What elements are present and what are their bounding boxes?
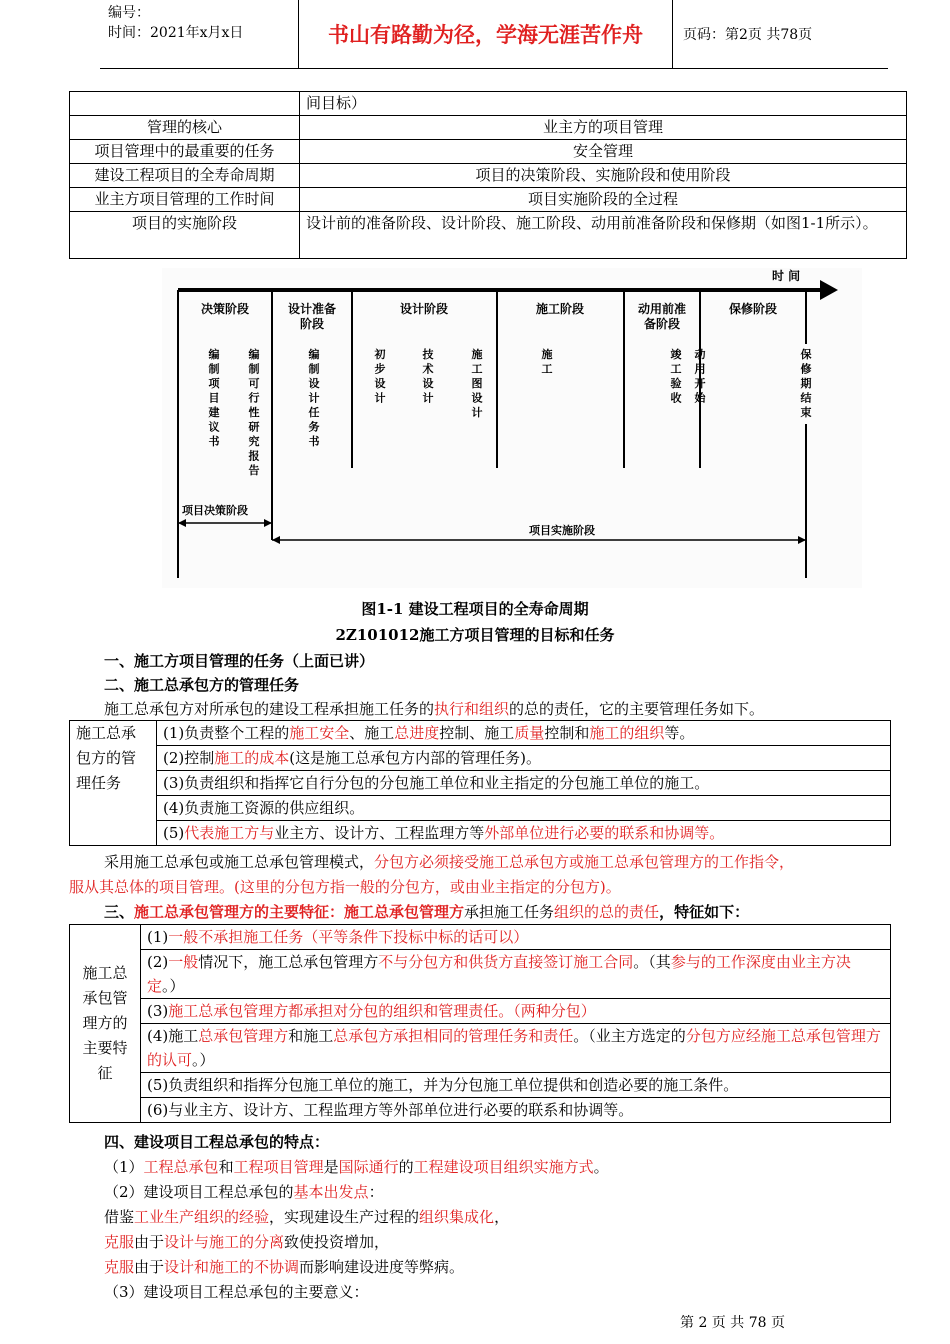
point-1: （1）工程总承包和工程项目管理是国际通行的工程建设项目组织实施方式。 <box>104 1158 609 1176</box>
motto: 书山有路勤为径，学海无涯苦作舟 <box>299 0 673 68</box>
contractor-tasks-table <box>69 720 891 846</box>
figure-item-7: 竣工验收 <box>670 348 682 405</box>
feature-1: (1)一般不承担施工任务（平等条件下投标中标的话可以） <box>141 925 891 950</box>
stage-construction: 施工阶段 <box>535 302 585 316</box>
figure-item-1: 编制可行性研究报告 <box>248 348 260 477</box>
figure-item-0: 编制项目建议书 <box>208 348 220 448</box>
feature-5: (5)负责组织和指挥分包施工单位的施工，并为分包施工单位提供和创造必要的施工条件。 <box>141 1073 891 1098</box>
point-2-line-c: 克服由于设计和施工的不协调而影响建设进度等弊病。 <box>104 1258 465 1276</box>
figure-item-8: 动用开始 <box>694 348 706 405</box>
cell-cont: 间目标） <box>300 92 907 116</box>
row-key: 管理的核心 <box>70 116 300 140</box>
figure-item-2: 编制设计任务书 <box>308 348 320 448</box>
task-4: (4)负责施工资源的供应组织。 <box>157 796 891 821</box>
row-key: 项目的实施阶段 <box>70 212 300 259</box>
feature-2: (2)一般情况下，施工总承包管理方不与分包方和供货方直接签订施工合同。（其参与的工作深度由业主方决定。） <box>141 950 891 999</box>
implementation-span-label: 项目实施阶段 <box>529 524 595 537</box>
row-value: 项目实施阶段的全过程 <box>300 188 907 212</box>
figure-item-3: 初步设计 <box>374 348 386 405</box>
figure-item-4: 技术设计 <box>422 348 434 405</box>
row-key: 项目管理中的最重要的任务 <box>70 140 300 164</box>
stage-decision: 决策阶段 <box>200 302 250 316</box>
stage-design: 设计阶段 <box>399 302 449 316</box>
summary-table <box>69 91 907 259</box>
table-key: 施工总承包管理方的主要特征 <box>70 925 141 1123</box>
row-value: 安全管理 <box>300 140 907 164</box>
point-2-line-b: 克服由于设计与施工的分离致使投资增加， <box>104 1233 390 1251</box>
management-features-table <box>69 924 891 1123</box>
time-label: 时 间 <box>772 269 801 283</box>
task-3: (3)负责组织和指挥它自行分包的分包施工单位和业主指定的分包施工单位的施工。 <box>157 771 891 796</box>
row-value: 项目的决策阶段、实施阶段和使用阶段 <box>300 164 907 188</box>
page-info: 页码：第2页 共78页 <box>683 27 813 43</box>
row-value: 设计前的准备阶段、设计阶段、施工阶段、动用前准备阶段和保修期（如图1-1所示）。 <box>300 212 907 259</box>
table-key: 施工总承包方的管理任务 <box>70 721 157 846</box>
page-footer: 第 2 页 共 78 页 <box>680 1315 785 1331</box>
lifecycle-diagram <box>162 268 862 588</box>
paragraph-1: 施工总承包方对所承包的建设工程承担施工任务的执行和组织的总的责任，它的主要管理任务如下。 <box>104 700 765 718</box>
stage-warranty: 保修阶段 <box>728 302 778 316</box>
heading-2: 二、施工总承包方的管理任务 <box>104 676 300 694</box>
heading-4: 四、建设项目工程总承包的特点： <box>104 1133 330 1151</box>
task-2: (2)控制施工的成本(这是施工总承包方内部的管理任务)。 <box>157 746 891 771</box>
decision-span-label: 项目决策阶段 <box>182 504 248 517</box>
row-value: 业主方的项目管理 <box>300 116 907 140</box>
time-label: 时间：2021年x月x日 <box>108 25 244 41</box>
row-key: 业主方项目管理的工作时间 <box>70 188 300 212</box>
point-2-line-a: 借鉴工业生产组织的经验，实现建设生产过程的组织集成化， <box>104 1208 510 1226</box>
paragraph-2: 采用施工总承包或施工总承包管理模式，分包方必须接受施工总承包方或施工总承包管理方的工作指令， <box>104 853 795 871</box>
figure-item-6: 施工 <box>541 348 553 376</box>
figure-caption: 图1-1 建设工程项目的全寿命周期 <box>361 600 589 618</box>
stage-pre-use: 动用前准备阶段 <box>637 302 687 331</box>
figure-item-5: 施工图设计 <box>471 348 483 419</box>
point-3: （3）建设项目工程总承包的主要意义： <box>104 1283 369 1301</box>
feature-3: (3)施工总承包管理方都承担对分包的组织和管理责任。（两种分包） <box>141 999 891 1024</box>
row-key: 建设工程项目的全寿命周期 <box>70 164 300 188</box>
page-header <box>100 0 888 69</box>
feature-4: (4)施工总承包管理方和施工总承包方承担相同的管理任务和责任。（业主方选定的分包方应经施工总承包管理方的认可。） <box>141 1024 891 1073</box>
header-meta <box>100 0 299 68</box>
task-5: (5)代表施工方与业主方、设计方、工程监理方等外部单位进行必要的联系和协调等。 <box>157 821 891 846</box>
paragraph-2-cont: 服从其总体的项目管理。(这里的分包方指一般的分包方，或由业主指定的分包方)。 <box>69 878 621 896</box>
stage-design-prep: 设计准备阶段 <box>287 302 337 331</box>
number-label: 编号： <box>108 5 150 21</box>
figure-item-9: 保修期结束 <box>800 348 812 419</box>
point-2: （2）建设项目工程总承包的基本出发点： <box>104 1183 384 1201</box>
task-1: (1)负责整个工程的施工安全、施工总进度控制、施工质量控制和施工的组织等。 <box>157 721 891 746</box>
heading-3: 三、施工总承包管理方的主要特征：施工总承包管理方承担施工任务组织的总的责任，特征如下： <box>104 903 750 921</box>
section-title: 2Z101012施工方项目管理的目标和任务 <box>335 626 615 644</box>
heading-1: 一、施工方项目管理的任务（上面已讲） <box>104 652 375 670</box>
feature-6: (6)与业主方、设计方、工程监理方等外部单位进行必要的联系和协调等。 <box>141 1098 891 1123</box>
